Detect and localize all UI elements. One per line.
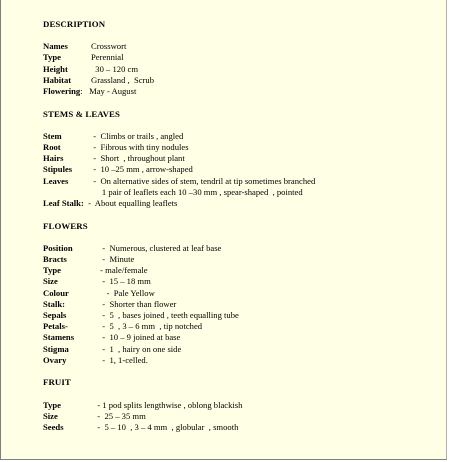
row-label: Height — [43, 63, 68, 74]
stems-row-leaf-stalk — [43, 198, 443, 209]
row-label: Petals- — [43, 321, 68, 332]
row-value: - 1, 1-celled. — [98, 354, 148, 365]
flowers-row-stalk — [43, 299, 443, 310]
stems-leaves-section — [43, 109, 443, 210]
row-value: 30 – 120 cm — [91, 63, 139, 74]
description-section — [43, 19, 443, 97]
row-value: - 15 – 18 mm — [98, 276, 151, 287]
flowers-row-size — [43, 276, 443, 287]
row-value: - 1 pod splits lengthwise , oblong blackish — [93, 399, 243, 410]
stems-row-root — [43, 142, 443, 153]
row-label: Stipules — [43, 164, 73, 175]
row-value: - Fibrous with tiny nodules — [89, 142, 189, 152]
flowers-row-colour — [43, 288, 443, 299]
row-label: Bracts — [43, 254, 67, 264]
row-label: Flowering — [43, 85, 81, 96]
flowers-row-bracts — [43, 254, 443, 265]
row-label: Seeds — [43, 421, 64, 432]
description-heading: DESCRIPTION — [43, 19, 106, 29]
fruit-heading: FRUIT — [43, 377, 71, 388]
fruit-row-size — [43, 411, 443, 422]
description-row-type — [43, 52, 443, 63]
row-value: - Pale Yellow — [98, 287, 155, 298]
row-label: Sepals — [43, 309, 67, 320]
row-value: - Shorter than flower — [98, 298, 177, 309]
row-label: Hairs — [43, 153, 64, 164]
flowers-row-ovary — [43, 355, 443, 366]
flowers-heading: FLOWERS — [43, 220, 88, 231]
row-value: - Climbs or trails , angled — [89, 130, 184, 141]
row-value: - Minute — [98, 254, 135, 264]
description-row-height — [43, 64, 443, 75]
row-label: Colour — [43, 287, 69, 298]
row-label: Position — [43, 242, 73, 253]
stems-row-leaves — [43, 176, 443, 187]
row-value: - male/female — [98, 265, 148, 276]
stems-leaves-heading: STEMS & LEAVES — [43, 108, 121, 119]
row-label: Type — [43, 399, 61, 410]
row-label: Type — [43, 52, 61, 63]
row-value: - 10 –25 mm , arrow-shaped — [89, 164, 193, 175]
row-label: Stigma — [43, 343, 69, 354]
row-label: Stalk: — [43, 298, 65, 309]
stems-row-stem — [43, 131, 443, 142]
row-value: : May - August — [80, 85, 137, 96]
row-value: - 1 , hairy on one side — [98, 343, 182, 354]
document-content — [43, 19, 443, 433]
row-label — [43, 187, 89, 198]
stems-row-leaves-continued — [43, 187, 443, 198]
flowers-row-stamens — [43, 332, 443, 343]
row-value: - 5 , 3 – 6 mm , tip notched — [98, 321, 203, 332]
row-label: Stem — [43, 130, 62, 141]
description-row-names — [43, 41, 443, 52]
row-label: Type — [43, 265, 61, 276]
description-row-flowering — [43, 86, 443, 97]
row-value: Grassland , Scrub — [91, 74, 155, 85]
row-label: Habitat — [43, 74, 72, 85]
fruit-section — [43, 377, 443, 433]
row-label: Ovary — [43, 354, 67, 365]
row-value: - About equalling leaflets — [83, 197, 178, 208]
flowers-section — [43, 221, 443, 366]
row-value: Crosswort — [91, 41, 127, 52]
row-value: - On alternative sides of stem, tendril at tip sometimes branched — [89, 175, 316, 186]
row-value: - 25 – 35 mm — [93, 410, 146, 421]
row-label: Leaf Stalk: — [43, 197, 84, 208]
flowers-row-type — [43, 265, 443, 276]
flowers-row-petals — [43, 321, 443, 332]
stems-row-stipules — [43, 164, 443, 175]
fruit-row-seeds — [43, 422, 443, 433]
flowers-row-stigma — [43, 344, 443, 355]
row-label: Root — [43, 142, 61, 152]
row-value: - Short , throughout plant — [89, 153, 185, 164]
row-label: Leaves — [43, 175, 69, 186]
row-value: - 5 – 10 , 3 – 4 mm , globular , smooth — [93, 421, 239, 432]
row-value: - 10 – 9 joined at base — [98, 332, 181, 343]
flowers-row-position — [43, 243, 443, 254]
description-row-habitat — [43, 75, 443, 86]
row-value: - Numerous, clustered at leaf base — [98, 242, 222, 253]
row-label: Names — [43, 41, 68, 52]
row-value: 1 pair of leaflets each 10 –30 mm , spear-shaped , pointed — [89, 186, 303, 197]
fruit-row-type — [43, 400, 443, 411]
row-label: Size — [43, 276, 58, 287]
row-value: - 5 , bases joined , teeth equalling tube — [98, 309, 239, 320]
flowers-row-sepals — [43, 310, 443, 321]
stems-row-hairs — [43, 153, 443, 164]
row-label: Size — [43, 410, 58, 421]
row-label: Stamens — [43, 332, 75, 343]
row-value: Perennial — [91, 52, 124, 63]
